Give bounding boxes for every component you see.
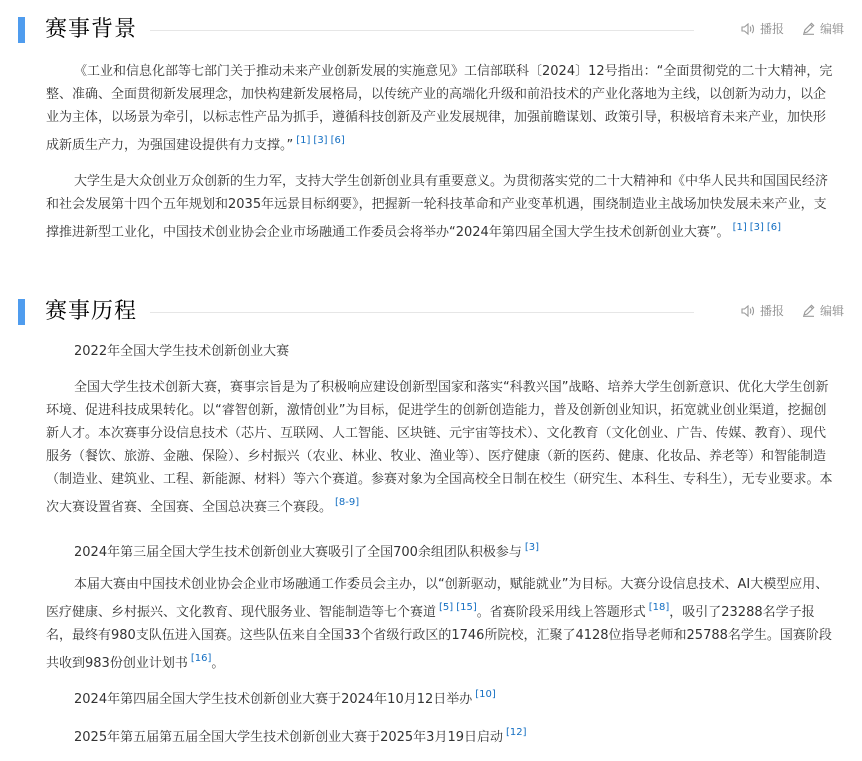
paragraph xyxy=(0,536,862,564)
reference-link[interactable]: [10] xyxy=(475,689,496,700)
section-tools xyxy=(741,302,844,319)
speaker-icon xyxy=(741,305,755,317)
listen-button[interactable] xyxy=(741,20,784,37)
section-accent-bar xyxy=(18,17,25,43)
reference-link[interactable]: [3] xyxy=(524,542,540,553)
reference-link[interactable]: [8-9] xyxy=(335,497,360,508)
section-divider xyxy=(150,30,694,31)
listen-button[interactable] xyxy=(741,302,784,319)
paragraph xyxy=(0,60,862,157)
section-title: 赛事背景 xyxy=(45,17,138,42)
paragraph-text: 本届大赛由中国技术创业协会企业市场融通工作委员会主办，以“创新驱动，赋能就业”为目标。大赛分设信息技术、AI大模型应用、医疗健康、乡村振兴、文化教育、现代服务业、智能制造等七个赛道 xyxy=(46,577,829,620)
paragraph-text: 2025年第五届第五届全国大学生技术创新创业大赛于2025年3月19日启动 xyxy=(74,730,503,745)
paragraph-text: 。省赛阶段采用线上答题形式 xyxy=(476,605,646,620)
section-tools xyxy=(741,20,844,37)
paragraph xyxy=(0,683,862,711)
speaker-icon xyxy=(741,23,755,35)
listen-label: 播报 xyxy=(759,304,784,318)
reference-link[interactable]: [6] xyxy=(766,222,782,233)
pencil-icon xyxy=(802,304,815,317)
paragraph-text: 2024年第三届全国大学生技术创新创业大赛吸引了全国700余组团队积极参与 xyxy=(74,545,522,560)
section-title: 赛事历程 xyxy=(45,299,138,324)
paragraph-text: 《工业和信息化部等七部门关于推动未来产业创新发展的实施意见》工信部联科〔2024〕12号指出：“全面贯彻党的二十大精神，完整、准确、全面贯彻新发展理念，加快构建新发展格局，以传统产业的高端化升级和前沿技术的产业化落地为主线，以创新为动力，以企业为主体，以场景为牵引，以标志性产品为抓手，遵循科技创新及产业发展规律，加强前瞻谋划、政策引导，积极培育未来产业，加快形成新质生产力，为强国建设提供有力支撑。” xyxy=(46,64,833,153)
section-background xyxy=(0,12,862,240)
reference-link[interactable]: [3] xyxy=(313,135,328,146)
paragraph-text: 大学生是大众创业万众创新的生力军，支持大学生创新创业具有重要意义。为贯彻落实党的二十大精神和《中华人民共和国国民经济和社会发展第十四个五年规划和2035年远景目标纲要》，把握新一轮科技革命和产业变革机遇，围绕制造业主战场加快发展未来产业，支撑推进新型工业化，中国技术创业协会企业市场融通工作委员会将举办“2024年第四届全国大学生技术创新创业大赛”。 xyxy=(46,174,829,240)
paragraph xyxy=(0,340,862,363)
reference-link[interactable]: [16] xyxy=(190,653,212,664)
paragraph-text: 。 xyxy=(211,656,225,671)
paragraph xyxy=(0,573,862,675)
listen-label: 播报 xyxy=(759,22,784,36)
paragraph-text: 2022年全国大学生技术创新创业大赛 xyxy=(74,344,290,359)
paragraph-text: ，吸引了23288名学子报名，最终有980支队伍进入国赛。这些队伍来自全国33个省级行政区的1746所院校，汇聚了4128位指导老师和25788名学生。国赛阶段共收到983份创业计划书 xyxy=(46,605,832,671)
reference-link[interactable]: [6] xyxy=(330,135,345,146)
edit-label: 编辑 xyxy=(819,22,844,36)
reference-link[interactable]: [1] xyxy=(296,135,311,146)
reference-link[interactable]: [15] xyxy=(456,602,477,613)
section-accent-bar xyxy=(18,299,25,325)
section-header xyxy=(0,294,862,330)
pencil-icon xyxy=(802,22,815,35)
edit-button[interactable] xyxy=(802,20,844,37)
paragraph xyxy=(0,170,862,244)
edit-button[interactable] xyxy=(802,302,844,319)
reference-link[interactable]: [5] xyxy=(439,602,454,613)
reference-link[interactable]: [1] xyxy=(732,222,747,233)
paragraph-text: 全国大学生技术创新大赛，赛事宗旨是为了积极响应建设创新型国家和落实“科教兴国”战略、培养大学生创新意识、优化大学生创新环境、促进科技成果转化。以“睿智创新，激情创业”为目标，促进学生的创新创造能力，普及创新创业知识，拓宽就业创业渠道，挖掘创新人才。本次赛事分设信息技术（芯片、互联网、人工智能、区块链、元宇宙等技术）、文化教育（文化创业、广告、传媒、教育）、现代服务（餐饮、旅游、金融、保险）、乡村振兴（农业、林业、牧业、渔业等）、医疗健康（新的医药、健康、化妆品、养老等）和智能制造（制造业、建筑业、工程、新能源、材料）等六个赛道。参赛对象为全国高校全日制在校生（研究生、本科生、专科生），无专业要求。本次大赛设置省赛、全国赛、全国总决赛三个赛段。 xyxy=(46,380,833,515)
reference-link[interactable]: [3] xyxy=(749,222,764,233)
paragraph-text: 2024年第四届全国大学生技术创新创业大赛于2024年10月12日举办 xyxy=(74,692,473,707)
section-header xyxy=(0,12,862,48)
section-history xyxy=(0,294,862,745)
section-divider xyxy=(150,312,694,313)
paragraph xyxy=(0,721,862,749)
reference-link[interactable]: [18] xyxy=(648,602,670,613)
edit-label: 编辑 xyxy=(819,304,844,318)
paragraph xyxy=(0,376,862,519)
reference-link[interactable]: [12] xyxy=(505,727,527,738)
